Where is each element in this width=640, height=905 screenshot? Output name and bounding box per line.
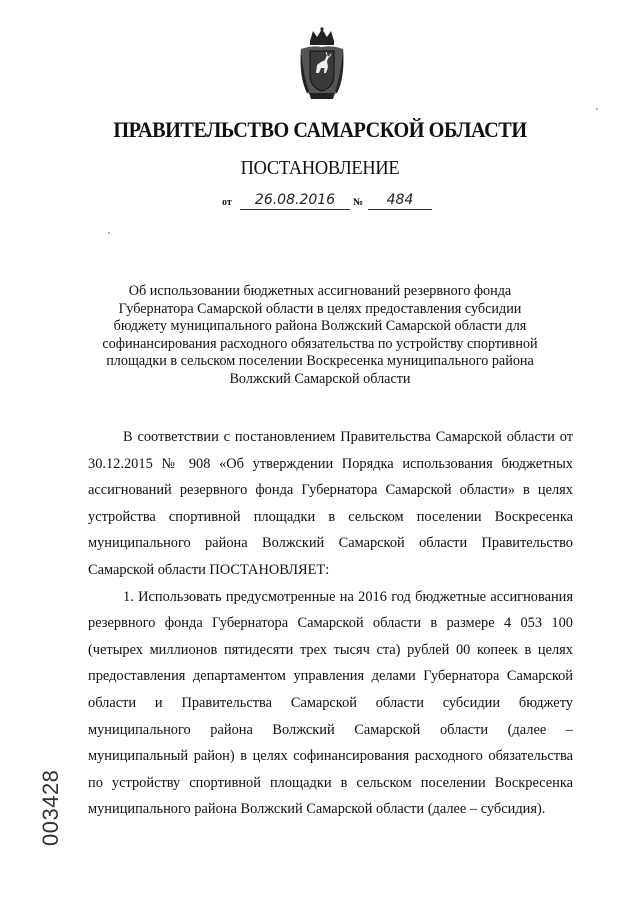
document-body — [88, 424, 573, 823]
document-type: ПОСТАНОВЛЕНИЕ — [240, 157, 400, 179]
government-title: ПРАВИТЕЛЬСТВО САМАРСКОЙ ОБЛАСТИ — [113, 117, 527, 142]
date-number-line — [222, 191, 442, 213]
samara-coat-of-arms-icon — [297, 27, 347, 101]
side-registration-number: 003428 — [38, 769, 63, 846]
preamble-paragraph: В соответствии с постановлением Правительства Самарской области от 30.12.2015 № 908 «Об утверждении Порядка использования бюджетных ассигнований резервного фонда Губернатора Самарской области» в целях устройства спортивной площадки в сельском поселении Воскресенка муниципального района Волжский Самарской области Правительство Самарской области ПОСТАНОВЛЯЕТ: — [88, 429, 573, 578]
item-1-paragraph: 1. Использовать предусмотренные на 2016 год бюджетные ассигнования резервного фонда Губернатора Самарской области в размере 4 053 100 (четырех миллионов пятидесяти трех тысяч ста) рублей 00 копеек в целях предоставления департаментом управления делами Губернатора Самарской области и Правительства Самарской области субсидии бюджету муниципального района Волжский Самарской области (далее – муниципальный район) в целях софинансирования расходного обязательства по устройству спортивной площадки в сельском поселении Воскресенка муниципального района Волжский Самарской области (далее – субсидия). — [88, 588, 573, 818]
scan-speck — [596, 108, 598, 110]
document-number: 484 — [368, 191, 432, 210]
number-prefix: № — [353, 197, 364, 208]
scan-speck — [108, 232, 110, 234]
document-subject: Об использовании бюджетных ассигнований резервного фонда Губернатора Самарской области в целях предоставления субсидии бюджету муниципального района Волжский Самарской области для софинансирования расходного обязательства по устройству спортивной площадки в сельском поселении Воскресенка муниципального района Волжский Самарской области — [102, 283, 538, 387]
document-date: 26.08.2016 — [240, 191, 350, 210]
date-prefix: от — [222, 197, 232, 208]
